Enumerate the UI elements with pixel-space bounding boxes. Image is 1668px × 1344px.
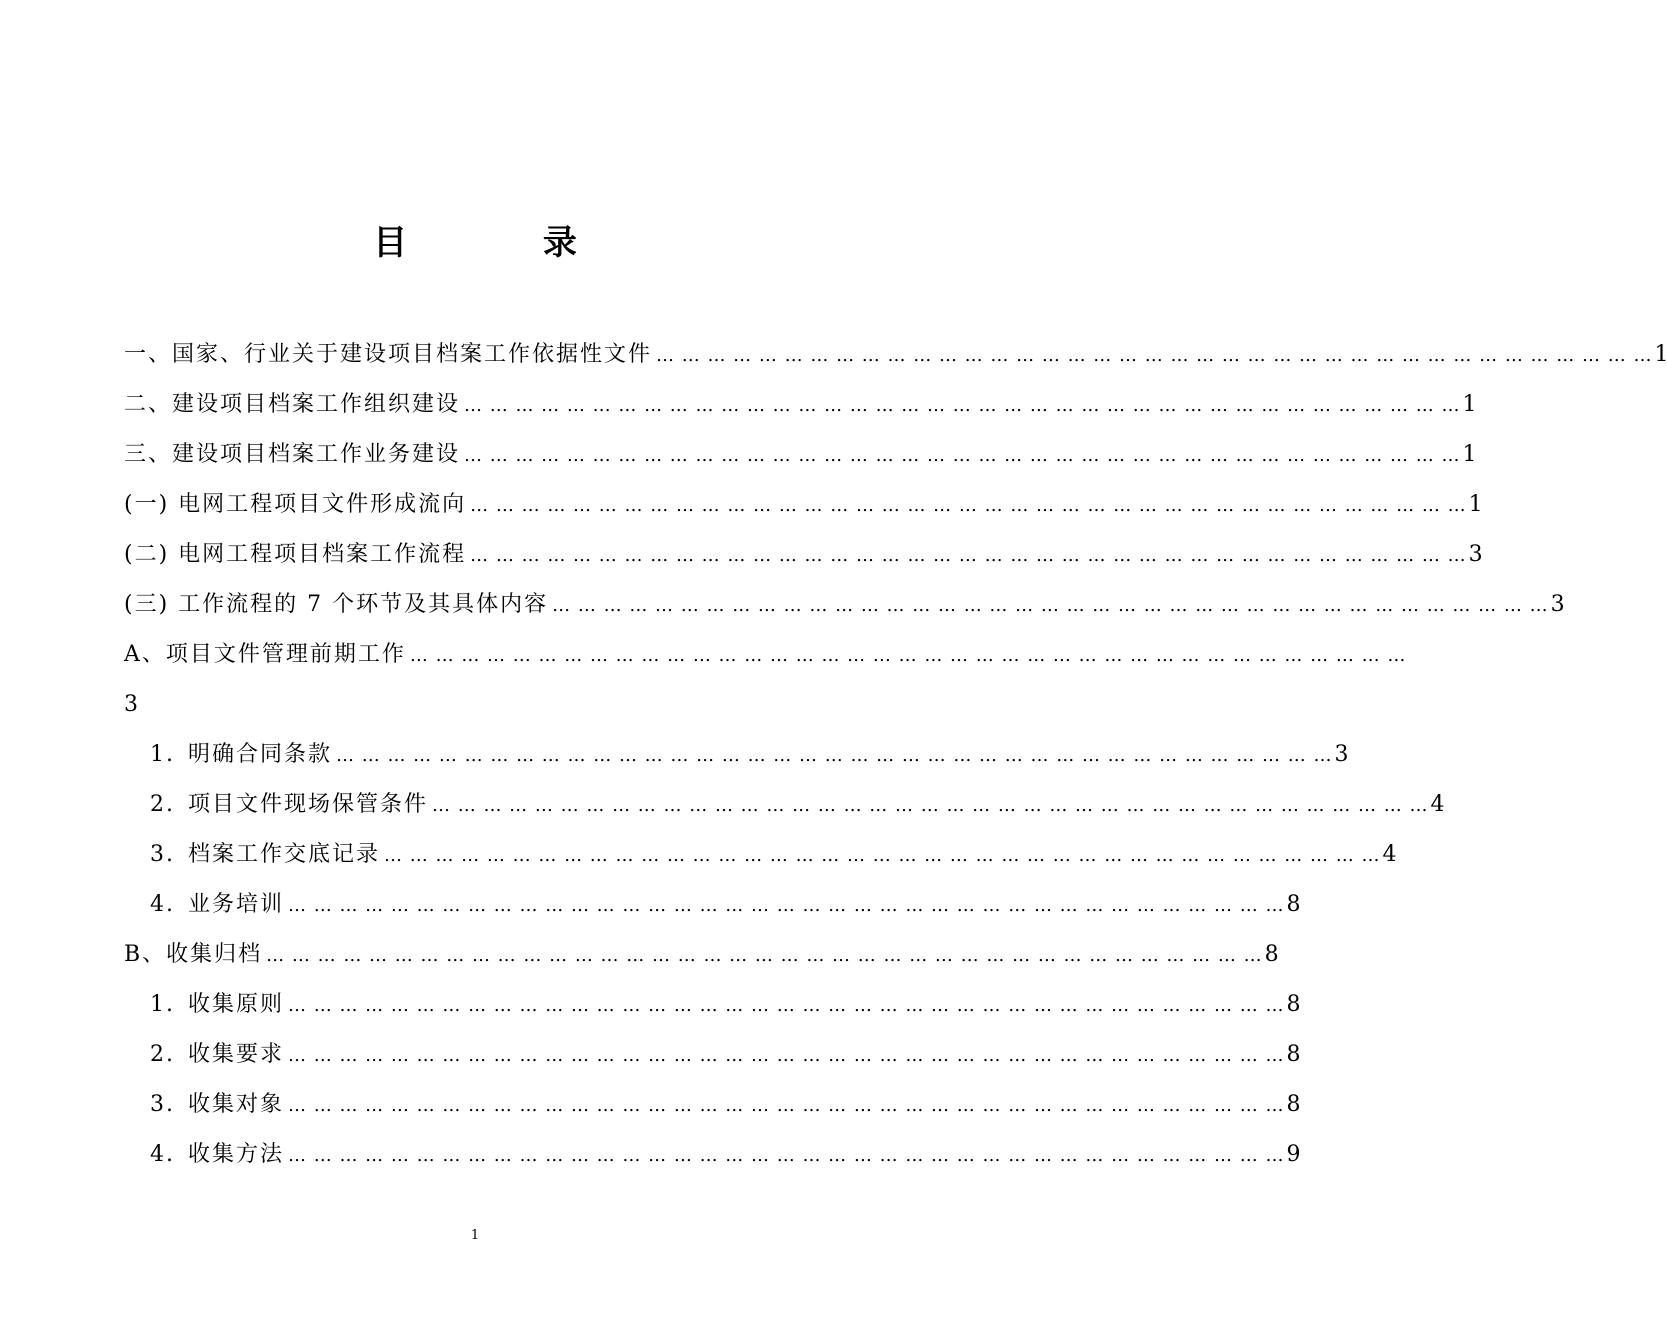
toc-entry-number: 3. (150, 842, 175, 867)
toc-entry-label: 收集原则 (188, 992, 285, 1017)
toc-entry-label: (一) 电网工程项目文件形成流向 (124, 492, 467, 517)
toc-entry-page: 1 (1468, 492, 1483, 517)
toc-entry-label: (二) 电网工程项目档案工作流程 (124, 542, 467, 567)
toc-entry[interactable] (124, 1120, 1301, 1170)
toc-entry-label: 明确合同条款 (188, 742, 333, 767)
dot-leader: … … … … … … … … … … … … … … … … … … … … … … … … … … … … … … … … … … … … … … … (656, 345, 1653, 366)
toc-entry[interactable] (124, 820, 1397, 870)
toc-entry-page: 9 (1286, 1142, 1301, 1167)
toc-entry-number: 4. (150, 1142, 175, 1167)
dot-leader: … … … … … … … … … … … … … … … … … … … … … … … … … … … … … … … … … … … … … … … (288, 995, 1285, 1016)
toc-entry-number: 1. (150, 992, 175, 1017)
toc-entry[interactable] (124, 320, 1668, 370)
toc-entry[interactable] (124, 720, 1349, 770)
dot-leader: … … … … … … … … … … … … … … … … … … … … … … … … … … … … … … … … … … … … … … … (409, 645, 1407, 666)
toc-entry[interactable] (124, 920, 1279, 970)
dot-leader: … … … … … … … … … … … … … … … … … … … … … … … … … … … … … … … … … … … … … … … (288, 1095, 1285, 1116)
toc-entry-number: 2. (150, 1042, 175, 1067)
toc-entry-number: 3. (150, 1092, 175, 1117)
toc-entry-page: 1 (1654, 342, 1668, 367)
toc-entry-number: 4. (150, 892, 175, 917)
toc-entry-label: 项目文件现场保管条件 (188, 792, 429, 817)
toc-entry[interactable] (124, 370, 1477, 420)
toc-entry[interactable] (124, 870, 1301, 920)
toc-entry-label: A、项目文件管理前期工作 (124, 642, 406, 667)
toc-entry-label: 收集方法 (188, 1142, 285, 1167)
toc-entry[interactable] (124, 620, 1407, 670)
toc-entry[interactable] (124, 420, 1477, 470)
toc-entry-page: 8 (1286, 992, 1301, 1017)
dot-leader: … … … … … … … … … … … … … … … … … … … … … … … … … … … … … … … … … … … … … … … (552, 595, 1549, 616)
dot-leader: … … … … … … … … … … … … … … … … … … … … … … … … … … … … … … … … … … … … … … … (464, 445, 1461, 466)
toc-entry[interactable] (124, 470, 1483, 520)
table-of-contents (124, 320, 1668, 1170)
dot-leader: … … … … … … … … … … … … … … … … … … … … … … … … … … … … … … … … … … … … … … … (288, 1045, 1285, 1066)
toc-entry-number: 2. (150, 792, 175, 817)
toc-entry-page: 3 (1334, 742, 1349, 767)
toc-entry-label: 业务培训 (188, 892, 285, 917)
dot-leader: … … … … … … … … … … … … … … … … … … … … … … … … … … … … … … … … … … … … … … … (470, 495, 1467, 516)
toc-entry-page: 8 (1286, 1042, 1301, 1067)
page-title: 目 录 (373, 223, 639, 263)
toc-entry-label: 档案工作交底记录 (188, 842, 381, 867)
dot-leader: … … … … … … … … … … … … … … … … … … … … … … … … … … … … … … … … … … … … … … … (288, 1145, 1285, 1166)
toc-entry-page: 8 (1286, 892, 1301, 917)
toc-entry-label: 收集要求 (188, 1042, 285, 1067)
toc-entry-label: B、收集归档 (124, 942, 263, 967)
toc-entry-number: 1. (150, 742, 175, 767)
dot-leader: … … … … … … … … … … … … … … … … … … … … … … … … … … … … … … … … … … … … … … … (288, 895, 1285, 916)
dot-leader: … … … … … … … … … … … … … … … … … … … … … … … … … … … … … … … … … … … … … … … (336, 745, 1333, 766)
toc-entry-page-line (124, 670, 826, 720)
dot-leader: … … … … … … … … … … … … … … … … … … … … … … … … … … … … … … … … … … … … … … … (266, 945, 1263, 966)
toc-entry-page: 3 (1468, 542, 1483, 567)
toc-entry-page: 4 (1430, 792, 1445, 817)
toc-entry-page: 8 (1286, 1092, 1301, 1117)
toc-entry-label: (三) 工作流程的 7 个环节及其具体内容 (124, 592, 549, 617)
toc-entry-page: 3 (1550, 592, 1565, 617)
toc-entry-label: 收集对象 (188, 1092, 285, 1117)
toc-entry[interactable] (124, 520, 1483, 570)
toc-entry[interactable] (124, 770, 1445, 820)
toc-entry[interactable] (124, 1070, 1301, 1120)
toc-entry-page: 1 (1462, 392, 1477, 417)
footer-page-number: 1 (470, 1228, 480, 1243)
dot-leader: … … … … … … … … … … … … … … … … … … … … … … … … … … … … … … … … … … … … … … … (470, 545, 1467, 566)
toc-entry-page: 3 (124, 692, 138, 717)
toc-entry-label: 一、国家、行业关于建设项目档案工作依据性文件 (124, 342, 653, 367)
dot-leader: … … … … … … … … … … … … … … … … … … … … … … … … … … … … … … … … … … … … … … … (384, 845, 1381, 866)
dot-leader: … … … … … … … … … … … … … … … … … … … … … … … … … … … … … … … … … … … … … … … (432, 795, 1429, 816)
toc-entry-page: 8 (1264, 942, 1279, 967)
toc-entry[interactable] (124, 1020, 1301, 1070)
toc-entry[interactable] (124, 970, 1301, 1020)
dot-leader: … … … … … … … … … … … … … … … … … … … … … … … … … … … … … … … … … … … … … … … (464, 395, 1461, 416)
toc-entry-label: 三、建设项目档案工作业务建设 (124, 442, 461, 467)
toc-entry-page: 4 (1382, 842, 1397, 867)
toc-entry[interactable] (124, 570, 1565, 620)
toc-entry-label: 二、建设项目档案工作组织建设 (124, 392, 461, 417)
toc-entry-page: 1 (1462, 442, 1477, 467)
